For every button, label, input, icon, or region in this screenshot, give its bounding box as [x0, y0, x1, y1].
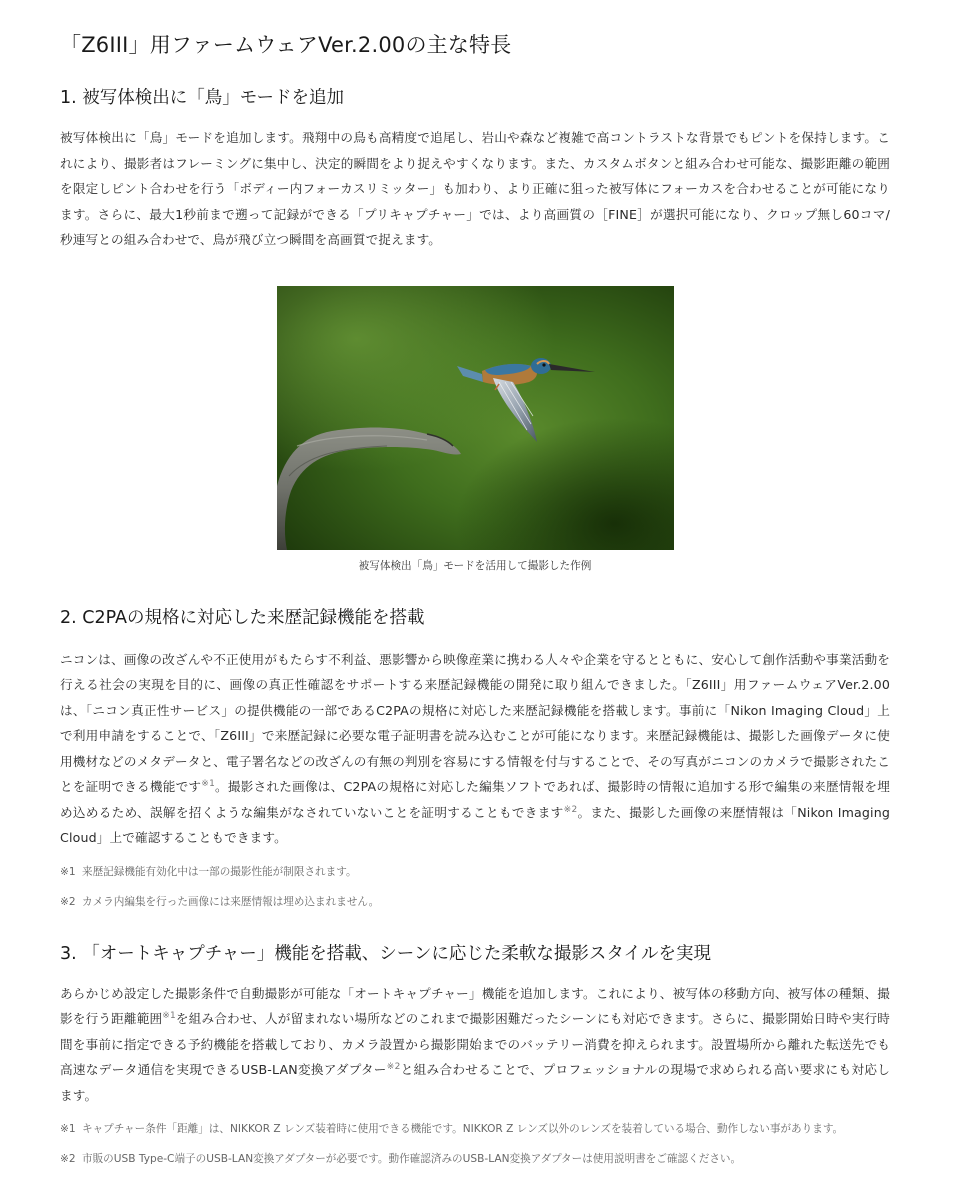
footnote-text: カメラ内編集を行った画像には来歴情報は埋め込まれません。: [82, 895, 380, 908]
example-figure: [277, 286, 674, 574]
footnote-mark: ※1: [60, 1123, 76, 1135]
body-part: 。撮影された画像は、C2PAの規格に対応した編集ソフトであれば、撮影時の情報に追加する形で編集の来歴情報を埋め込めるため、誤解を招くような編集がなされていないことを証明することもできます: [60, 779, 890, 820]
page-title: 「Z6III」用ファームウェアVer.2.00の主な特長: [60, 33, 512, 57]
footnote-ref: ※2: [563, 804, 578, 815]
body-part: を組み合わせ、人が留まれない場所などのこれまで撮影困難だったシーンにも対応できます。さらに、撮影開始日時や実行時間を事前に指定できる予約機能を搭載しており、カメラ設置から撮影開始までのバッテリー消費を抑えられます。設置場所から離れた転送先でも高速なデータ通信を実現できるUSB-LAN変換アダプター: [60, 1011, 891, 1077]
footnotes: [60, 863, 890, 912]
footnote-mark: ※2: [60, 895, 76, 908]
section-heading: 1. 被写体検出に「鳥」モードを追加: [60, 88, 345, 108]
footnote-mark: ※1: [60, 865, 76, 878]
footnote-ref: ※2: [386, 1061, 401, 1072]
footnote: [60, 893, 890, 912]
body-part: ニコンは、画像の改ざんや不正使用がもたらす不利益、悪影響から映像産業に携わる人々や企業を守るとともに、安心して創作活動や事業活動を行える社会の実現を目的に、画像の真正性確認をサポートする来歴記録機能の開発に取り組んできました。「Z6III」用ファームウェアVer.2.00は、「ニコン真正性サービス」の提供機能の一部であるC2PAの規格に対応した来歴記録機能を搭載します。事前に「Nikon Imaging Cloud」上で利用申請をすることで、「Z6III」で来歴記録に必要な電子証明書を読み込むことが可能になります。来歴記録機能は、撮影した画像データに使用機材などのメタデータと、電子署名などの改ざんの有無の判別を容易にする情報を付与することで、その写真がニコンのカメラで撮影されたことを証明できる機能です: [60, 651, 890, 794]
section-heading: 2. C2PAの規格に対応した来歴記録機能を搭載: [60, 607, 425, 628]
body-part: 。また、撮影した画像の来歴情報は「Nikon Imaging Cloud」上で確認することもできます。: [60, 804, 890, 845]
footnote: [60, 1150, 890, 1169]
footnote-text: 市販のUSB Type-C端子のUSB-LAN変換アダプターが必要です。動作確認済みのUSB-LAN変換アダプターは使用説明書をご確認ください。: [82, 1153, 742, 1165]
section-bird-mode: [60, 84, 890, 574]
section-c2pa: [60, 604, 890, 912]
footnote-ref: ※1: [201, 778, 215, 789]
section-body: [60, 981, 890, 1109]
figure-caption: 被写体検出「鳥」モードを活用して撮影した作例: [358, 559, 592, 572]
section-heading: 3. 「オートキャプチャー」機能を搭載、シーンに応じた柔軟な撮影スタイルを実現: [60, 943, 712, 964]
body-part: と組み合わせることで、プロフェッショナルの現場で求められる高い要求にも対応します。: [60, 1062, 891, 1103]
page-content: [60, 28, 890, 1169]
footnotes: [60, 1120, 890, 1169]
footnote: [60, 1120, 890, 1139]
footnote: [60, 863, 890, 882]
body-part: あらかじめ設定した撮影条件で自動撮影が可能な「オートキャプチャー」機能を追加します。これにより、被写体の移動方向、被写体の種類、撮影を行う距離範囲: [60, 985, 890, 1026]
footnote-ref: ※1: [162, 1010, 176, 1021]
section-auto-capture: [60, 940, 890, 1170]
footnote-mark: ※2: [60, 1153, 76, 1165]
section-body: 被写体検出に「鳥」モードを追加します。飛翔中の鳥も高精度で追尾し、岩山や森など複雑で高コントラストな背景でもピントを保持します。これにより、撮影者はフレーミングに集中し、決定的瞬間をより捉えやすくなります。また、カスタムボタンと組み合わせ可能な、撮影距離の範囲を限定しピント合わせを行う「ボディー内フォーカスリミッター」も加わり、より正確に狙った被写体にフォーカスを合わせることが可能になります。さらに、最大1秒前まで遡って記録ができる「プリキャプチャー」では、より高画質の［FINE］が選択可能になり、クロップ無し60コマ/秒連写との組み合わせで、鳥が飛び立つ瞬間を高画質で捉えます。: [60, 130, 890, 247]
section-body: [60, 647, 890, 851]
kingfisher-in-flight-photo: [277, 286, 674, 550]
footnote-text: キャプチャー条件「距離」は、NIKKOR Z レンズ装着時に使用できる機能です。NIKKOR Z レンズ以外のレンズを装着している場合、動作しない事があります。: [82, 1123, 844, 1135]
footnote-text: 来歴記録機能有効化中は一部の撮影性能が制限されます。: [82, 865, 357, 878]
